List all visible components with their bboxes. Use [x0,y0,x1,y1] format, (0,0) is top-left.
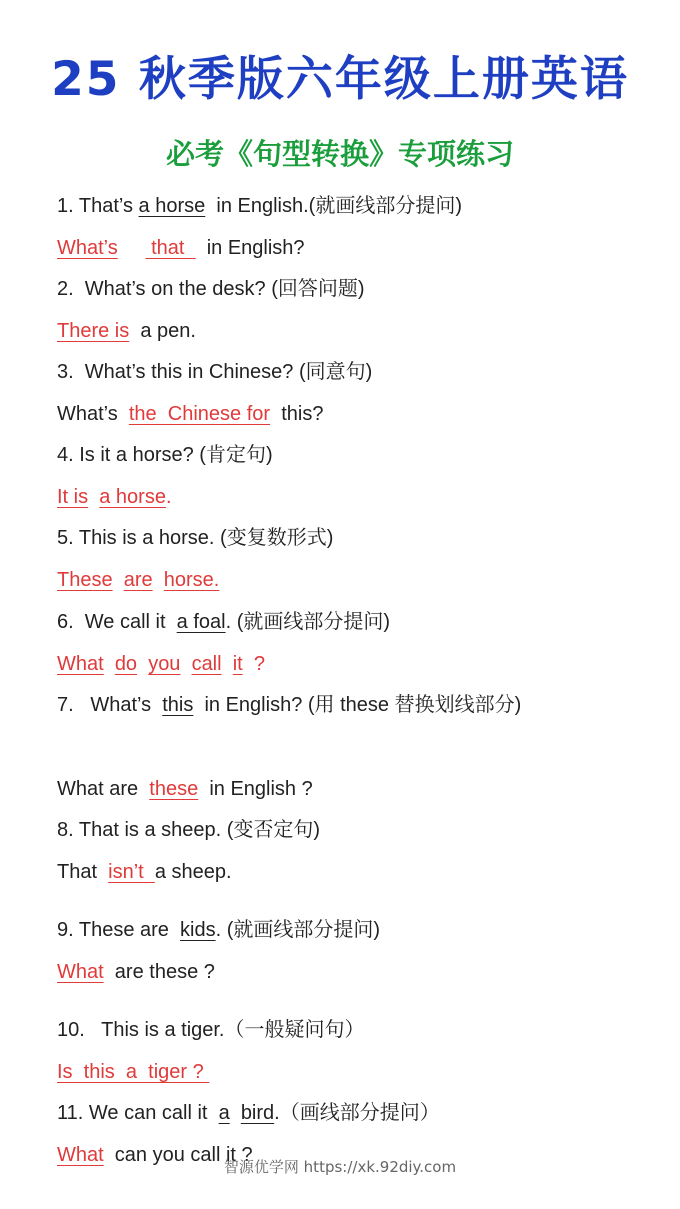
page-title: 25 秋季版六年级上册英语 [51,52,629,107]
question-7: 7. What’s this in English? (用 these 替换划线部分) [57,694,522,716]
question-3: 3. What’s this in Chinese? (同意句) [57,361,373,383]
answer-7: What are these in English ? [57,778,313,800]
answer-3: What’s the Chinese for this? [57,403,324,425]
underlined-phrase: kids [180,919,216,941]
underlined-phrase: a foal [176,611,226,633]
question-5: 5. This is a horse. (变复数形式) [57,527,334,549]
answer-11: What can you call it ? [57,1144,253,1166]
page-subtitle: 必考《句型转换》专项练习 [165,137,514,171]
underlined-phrase: a horse [138,195,206,217]
question-8: 8. That is a sheep. (变否定句) [57,819,321,841]
answer-2: There is a pen. [57,320,196,342]
answer-9: What are these ? [57,961,215,983]
question-4: 4. Is it a horse? (肯定句) [57,444,273,466]
question-6: 6. We call it a foal. (就画线部分提问) [57,611,391,633]
question-11: 11. We can call it a bird.（画线部分提问） [57,1102,440,1124]
answer-4: It is a horse. [57,486,172,508]
answer-6: What do you call it ? [57,653,265,675]
question-9: 9. These are kids. (就画线部分提问) [57,919,381,941]
question-1: 1. That’s a horse in English.(就画线部分提问) [57,195,462,217]
answer-5: These are horse. [57,569,220,591]
answer-1: What’s that in English? [57,237,305,259]
underlined-phrase: this [162,694,194,716]
answer-10: Is this a tiger ? [57,1061,210,1083]
question-10: 10. This is a tiger.（一般疑问句） [57,1019,365,1041]
answer-8: That isn’t a sheep. [57,861,232,883]
question-2: 2. What’s on the desk? (回答问题) [57,278,365,300]
watermark: 智源优学网 https://xk.92diy.com [223,1158,457,1176]
underlined-phrase: bird [240,1102,275,1124]
underlined-phrase: a [218,1102,230,1124]
